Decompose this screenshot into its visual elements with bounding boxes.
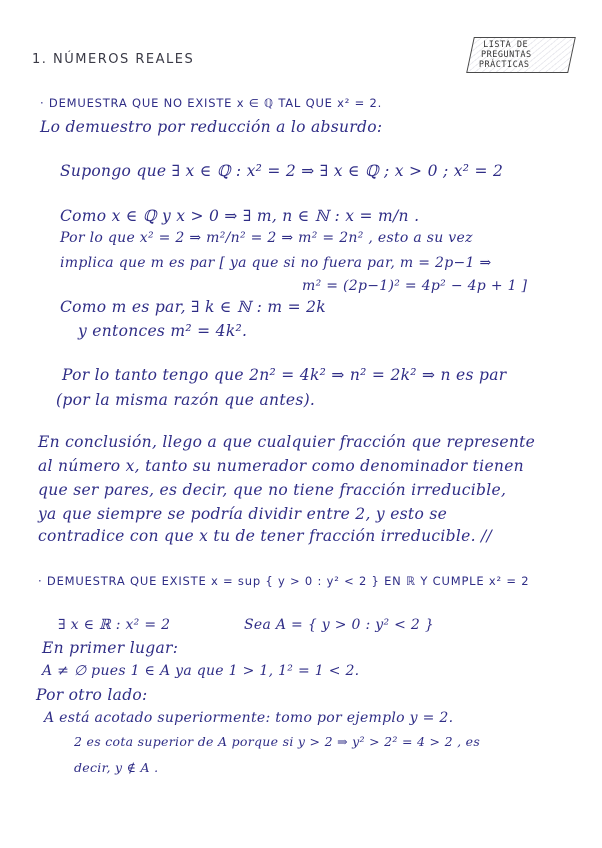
proof-line: A está acotado superiormente: tomo por ejemplo y = 2. [44, 710, 454, 726]
proof-line: Como x ∈ ℚ y x > 0 ⇒ ∃ m, n ∈ ℕ : x = m/n . [60, 207, 420, 225]
proof-line: Por lo tanto tengo que 2n² = 4k² ⇒ n² = 2k² ⇒ n es par [62, 366, 507, 384]
stamp-line-2: PREGUNTAS [481, 50, 532, 60]
proof-line: ∃ x ∈ ℝ : x² = 2 [58, 617, 171, 633]
proof-line: A ≠ ∅ pues 1 ∈ A ya que 1 > 1, 1² = 1 < 2. [42, 663, 360, 679]
proof-line: Como m es par, ∃ k ∈ ℕ : m = 2k [60, 298, 326, 316]
proof-line: m² = (2p−1)² = 4p² − 4p + 1 ] [302, 278, 528, 294]
stamp-line-1: LISTA DE [483, 40, 529, 50]
stamp-line-3: PRÁCTICAS [478, 60, 530, 70]
proof-line: En primer lugar: [42, 639, 179, 657]
proof-line: Por otro lado: [36, 686, 148, 704]
conclusion-line: En conclusión, llego a que cualquier fracción que represente [38, 433, 536, 451]
proof-line: (por la misma razón que antes). [56, 391, 316, 409]
stamp-box [466, 37, 576, 73]
section-title: 1. NÚMEROS REALES [32, 52, 195, 67]
proof-line: Lo demuestro por reducción a lo absurdo: [40, 118, 383, 136]
proof-line: decir, y ∉ A . [74, 760, 159, 775]
exercise-2-title: · DEMUESTRA QUE EXISTE x = sup { y > 0 : y² < 2 } EN ℝ Y CUMPLE x² = 2 [38, 574, 530, 588]
proof-line: implica que m es par [ ya que si no fuera par, m = 2p−1 ⇒ [60, 255, 492, 271]
proof-line: y entonces m² = 4k². [78, 322, 248, 340]
proof-line: Supongo que ∃ x ∈ ℚ : x² = 2 ⇒ ∃ x ∈ ℚ ; x > 0 ; x² = 2 [60, 162, 504, 180]
conclusion-line: que ser pares, es decir, que no tiene fracción irreducible, [38, 481, 507, 499]
proof-line: 2 es cota superior de A porque si y > 2 ⇒ y² > 2² = 4 > 2 , es [74, 734, 481, 749]
exercise-1-title: · DEMUESTRA QUE NO EXISTE x ∈ ℚ TAL QUE x² = 2. [40, 96, 383, 110]
conclusion-line: al número x, tanto su numerador como denominador tienen [38, 457, 524, 475]
conclusion-line: ya que siempre se podría dividir entre 2, y esto se [38, 505, 448, 523]
conclusion-line: contradice con que x tu de tener fracción irreducible. // [38, 527, 493, 545]
proof-line: Sea A = { y > 0 : y² < 2 } [244, 617, 435, 633]
proof-line: Por lo que x² = 2 ⇒ m²/n² = 2 ⇒ m² = 2n² , esto a su vez [60, 230, 473, 246]
